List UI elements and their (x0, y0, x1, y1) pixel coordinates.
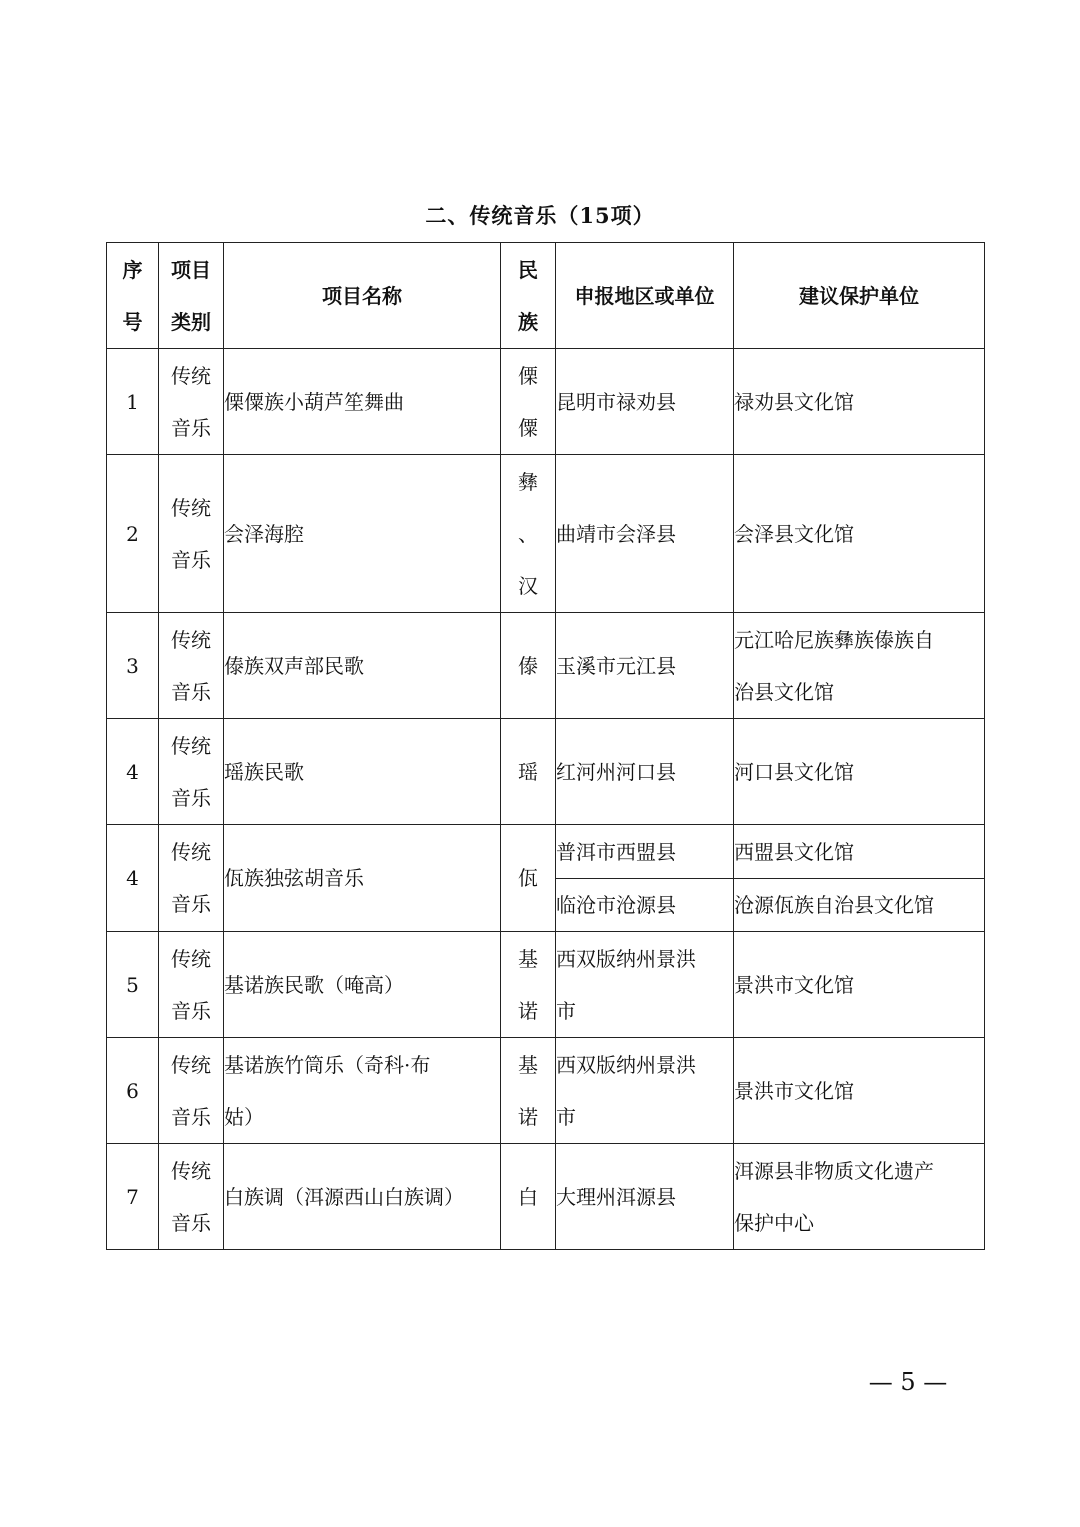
cell-ethnicity: 白 (501, 1144, 556, 1250)
cell-region: 大理州洱源县 (556, 1144, 734, 1250)
cell-category: 传统 音乐 (159, 932, 224, 1038)
header-unit: 建议保护单位 (734, 243, 985, 349)
table-row (107, 825, 985, 879)
cell-category: 传统 音乐 (159, 349, 224, 455)
cell-category: 传统 音乐 (159, 719, 224, 825)
cell-unit: 西盟县文化馆 (734, 825, 985, 879)
page-number: — 5 — (868, 1368, 948, 1396)
cell-ethnicity: 佤 (501, 825, 556, 932)
cell-unit: 元江哈尼族彝族傣族自 治县文化馆 (734, 613, 985, 719)
cell-name: 白族调（洱源西山白族调） (224, 1144, 501, 1250)
cell-region: 昆明市禄劝县 (556, 349, 734, 455)
cell-name: 傈僳族小葫芦笙舞曲 (224, 349, 501, 455)
table-row (107, 349, 985, 455)
table-row (107, 932, 985, 1038)
header-category: 项目 类别 (159, 243, 224, 349)
cell-unit: 洱源县非物质文化遗产 保护中心 (734, 1144, 985, 1250)
header-ethnicity: 民 族 (501, 243, 556, 349)
cell-name: 基诺族竹筒乐（奇科·布 姑） (224, 1038, 501, 1144)
cell-region: 西双版纳州景洪 市 (556, 1038, 734, 1144)
cell-index: 7 (107, 1144, 159, 1250)
cell-category: 传统 音乐 (159, 613, 224, 719)
table-row (107, 613, 985, 719)
cell-unit: 沧源佤族自治县文化馆 (734, 879, 985, 932)
cell-region: 西双版纳州景洪 市 (556, 932, 734, 1038)
cell-category: 传统 音乐 (159, 455, 224, 613)
cell-ethnicity: 基 诺 (501, 932, 556, 1038)
table-row (107, 719, 985, 825)
cell-unit: 会泽县文化馆 (734, 455, 985, 613)
cell-category: 传统 音乐 (159, 1038, 224, 1144)
cell-region: 曲靖市会泽县 (556, 455, 734, 613)
table-row (107, 455, 985, 613)
cell-name: 佤族独弦胡音乐 (224, 825, 501, 932)
cell-category: 传统 音乐 (159, 825, 224, 932)
cell-name: 傣族双声部民歌 (224, 613, 501, 719)
header-name: 项目名称 (224, 243, 501, 349)
cell-index: 2 (107, 455, 159, 613)
header-row (107, 243, 985, 349)
cell-index: 5 (107, 932, 159, 1038)
cell-ethnicity: 傣 (501, 613, 556, 719)
cell-index: 4 (107, 719, 159, 825)
cell-ethnicity: 瑶 (501, 719, 556, 825)
cell-unit: 景洪市文化馆 (734, 932, 985, 1038)
table-row (107, 1144, 985, 1250)
cell-region: 玉溪市元江县 (556, 613, 734, 719)
table-row (107, 1038, 985, 1144)
cell-name: 瑶族民歌 (224, 719, 501, 825)
cell-unit: 景洪市文化馆 (734, 1038, 985, 1144)
cell-unit: 禄劝县文化馆 (734, 349, 985, 455)
cell-index: 6 (107, 1038, 159, 1144)
header-region: 申报地区或单位 (556, 243, 734, 349)
cell-ethnicity: 彝 、 汉 (501, 455, 556, 613)
cell-index: 4 (107, 825, 159, 932)
cell-category: 传统 音乐 (159, 1144, 224, 1250)
cell-index: 1 (107, 349, 159, 455)
header-index: 序 号 (107, 243, 159, 349)
cell-region: 普洱市西盟县 (556, 825, 734, 879)
cell-index: 3 (107, 613, 159, 719)
cell-name: 会泽海腔 (224, 455, 501, 613)
section-title: 二、传统音乐（15项） (425, 203, 655, 228)
cell-region: 临沧市沧源县 (556, 879, 734, 932)
cell-region: 红河州河口县 (556, 719, 734, 825)
cell-name: 基诺族民歌（唵高） (224, 932, 501, 1038)
cell-unit: 河口县文化馆 (734, 719, 985, 825)
cell-ethnicity: 基 诺 (501, 1038, 556, 1144)
cell-ethnicity: 傈 僳 (501, 349, 556, 455)
heritage-table (106, 242, 985, 1250)
